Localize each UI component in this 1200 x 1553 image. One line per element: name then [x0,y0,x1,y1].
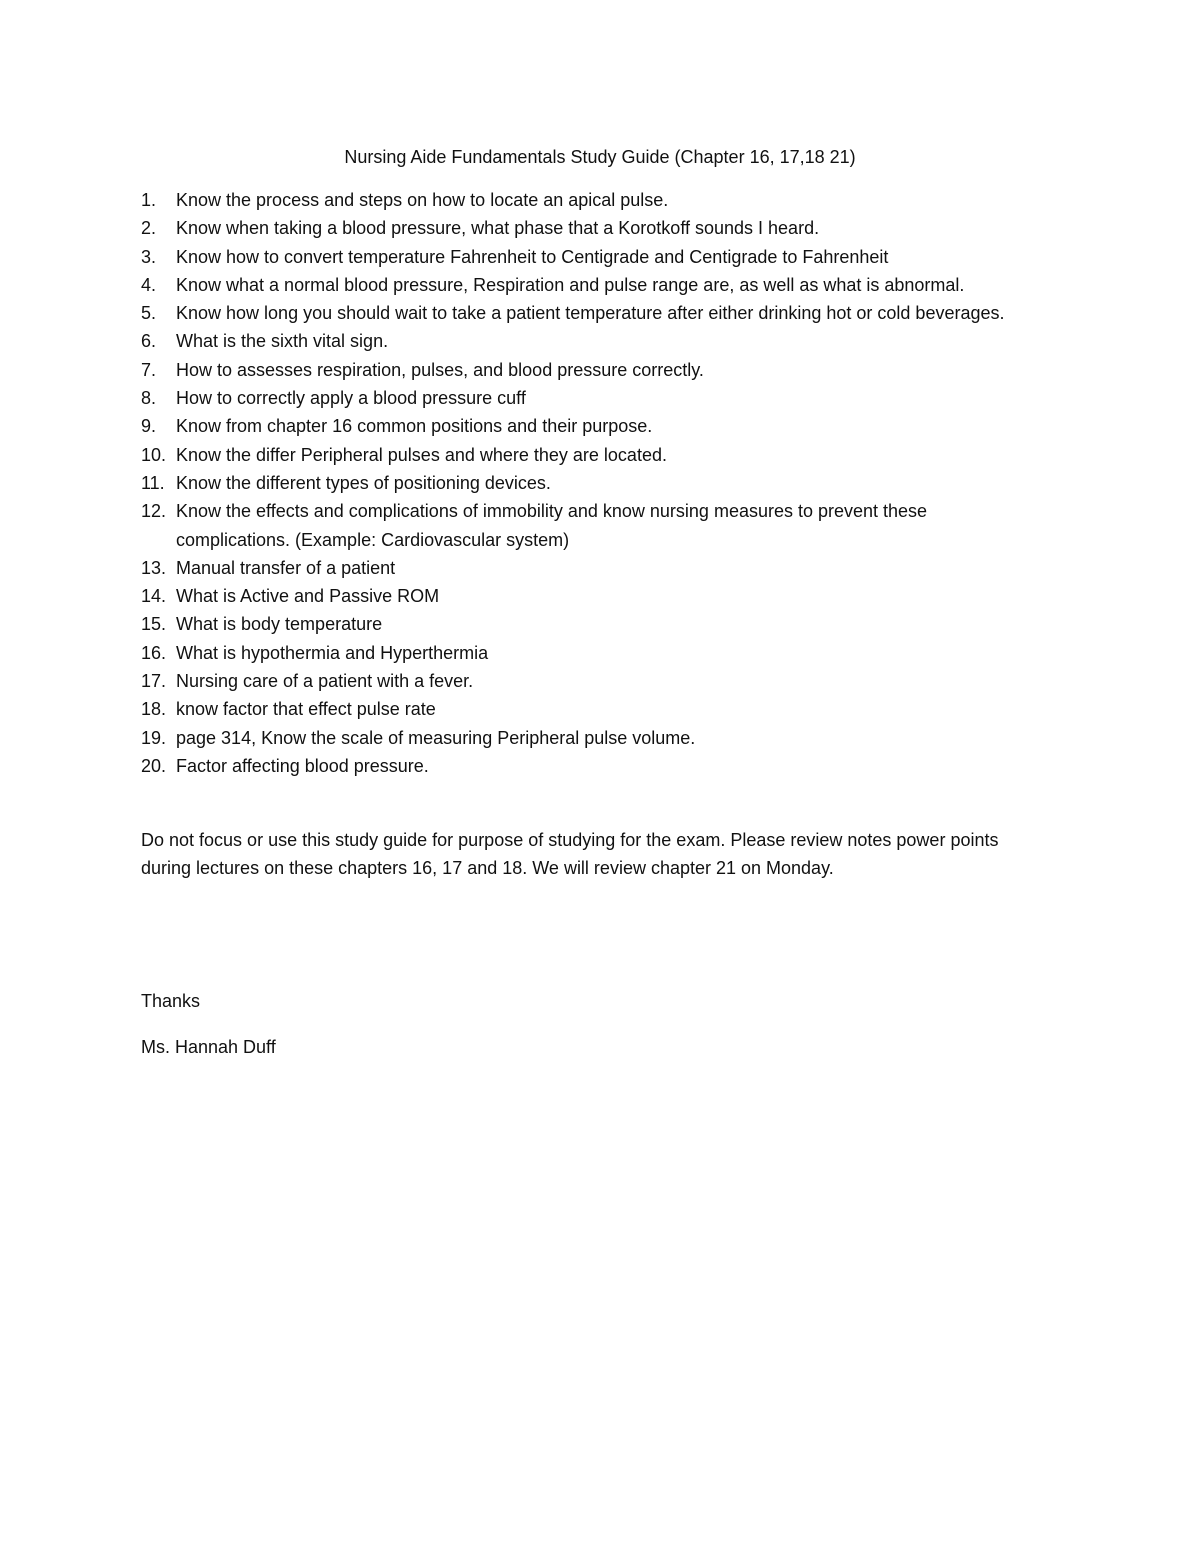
list-item [141,243,1041,271]
item-text: Factor affecting blood pressure. [176,755,429,776]
item-number: 16. [141,642,167,663]
item-text: Know how to convert temperature Fahrenheit to Centigrade and Centigrade to Fahrenheit [176,246,889,267]
list-item [141,639,1041,667]
list-item [141,554,1041,582]
item-number: 17. [141,671,167,692]
list-item [141,356,1041,384]
item-number: 5. [141,303,157,324]
item-text: Know the process and steps on how to locate an apical pulse. [176,190,669,210]
item-number: 11. [141,472,165,493]
item-text: What is Active and Passive ROM [176,586,440,607]
list-item [141,582,1041,610]
item-text: How to correctly apply a blood pressure cuff [176,388,526,409]
item-number: 4. [141,274,157,295]
item-text: Manual transfer of a patient [176,557,396,578]
item-number: 19. [141,727,167,748]
item-text: What is body temperature [176,614,383,635]
closing-text: Thanks [141,991,201,1011]
item-text: know factor that effect pulse rate [176,699,436,720]
list-item [141,441,1041,469]
item-number: 2. [141,218,157,239]
item-number: 12. [141,501,167,522]
list-item [141,299,1041,327]
list-item [141,271,1041,299]
item-number: 13. [141,557,167,578]
list-item [141,724,1041,752]
list-item [141,412,1041,440]
item-text: How to assesses respiration, pulses, and blood pressure correctly. [176,359,704,380]
study-note-paragraph: Do not focus or use this study guide for purpose of studying for the exam. Please review notes power points during lectures on these chapters 16, 17 and 18. We will review chapter 21 on Monday. [141,830,999,878]
item-text: Know the effects and complications of immobility and know nursing measures to prevent these complications. (Example: Cardiovascular system) [176,501,928,550]
item-text: What is hypothermia and Hyperthermia [176,642,489,663]
item-number: 15. [141,614,167,635]
signature-name: Ms. Hannah Duff [141,1037,276,1057]
item-text: Know the differ Peripheral pulses and where they are located. [176,444,667,465]
item-number: 20. [141,755,167,776]
list-item [141,214,1041,242]
item-text: Know how long you should wait to take a patient temperature after either drinking hot or cold beverages. [176,303,1005,324]
list-item [141,667,1041,695]
item-number: 6. [141,331,157,352]
item-number: 3. [141,246,157,267]
item-number: 1. [141,190,157,210]
item-text: page 314, Know the scale of measuring Peripheral pulse volume. [176,727,696,748]
item-number: 14. [141,586,167,607]
study-guide-list [141,186,1041,780]
item-number: 10. [141,444,167,465]
list-item [141,752,1041,780]
item-number: 7. [141,359,157,380]
list-item [141,610,1041,638]
item-text: Nursing care of a patient with a fever. [176,671,474,692]
item-number: 9. [141,416,157,437]
list-item [141,327,1041,355]
item-text: What is the sixth vital sign. [176,331,389,352]
document-title: Nursing Aide Fundamentals Study Guide (Chapter 16, 17,18 21) [344,147,856,167]
item-text: Know from chapter 16 common positions and their purpose. [176,416,653,437]
list-item [141,384,1041,412]
list-item [141,469,1041,497]
item-number: 18. [141,699,167,720]
list-item [141,497,1041,554]
item-text: Know when taking a blood pressure, what phase that a Korotkoff sounds I heard. [176,218,820,239]
list-item [141,695,1041,723]
item-text: Know the different types of positioning devices. [176,472,551,493]
item-number: 8. [141,388,157,409]
list-item [141,186,1041,214]
item-text: Know what a normal blood pressure, Respiration and pulse range are, as well as what is abnormal. [176,274,965,295]
